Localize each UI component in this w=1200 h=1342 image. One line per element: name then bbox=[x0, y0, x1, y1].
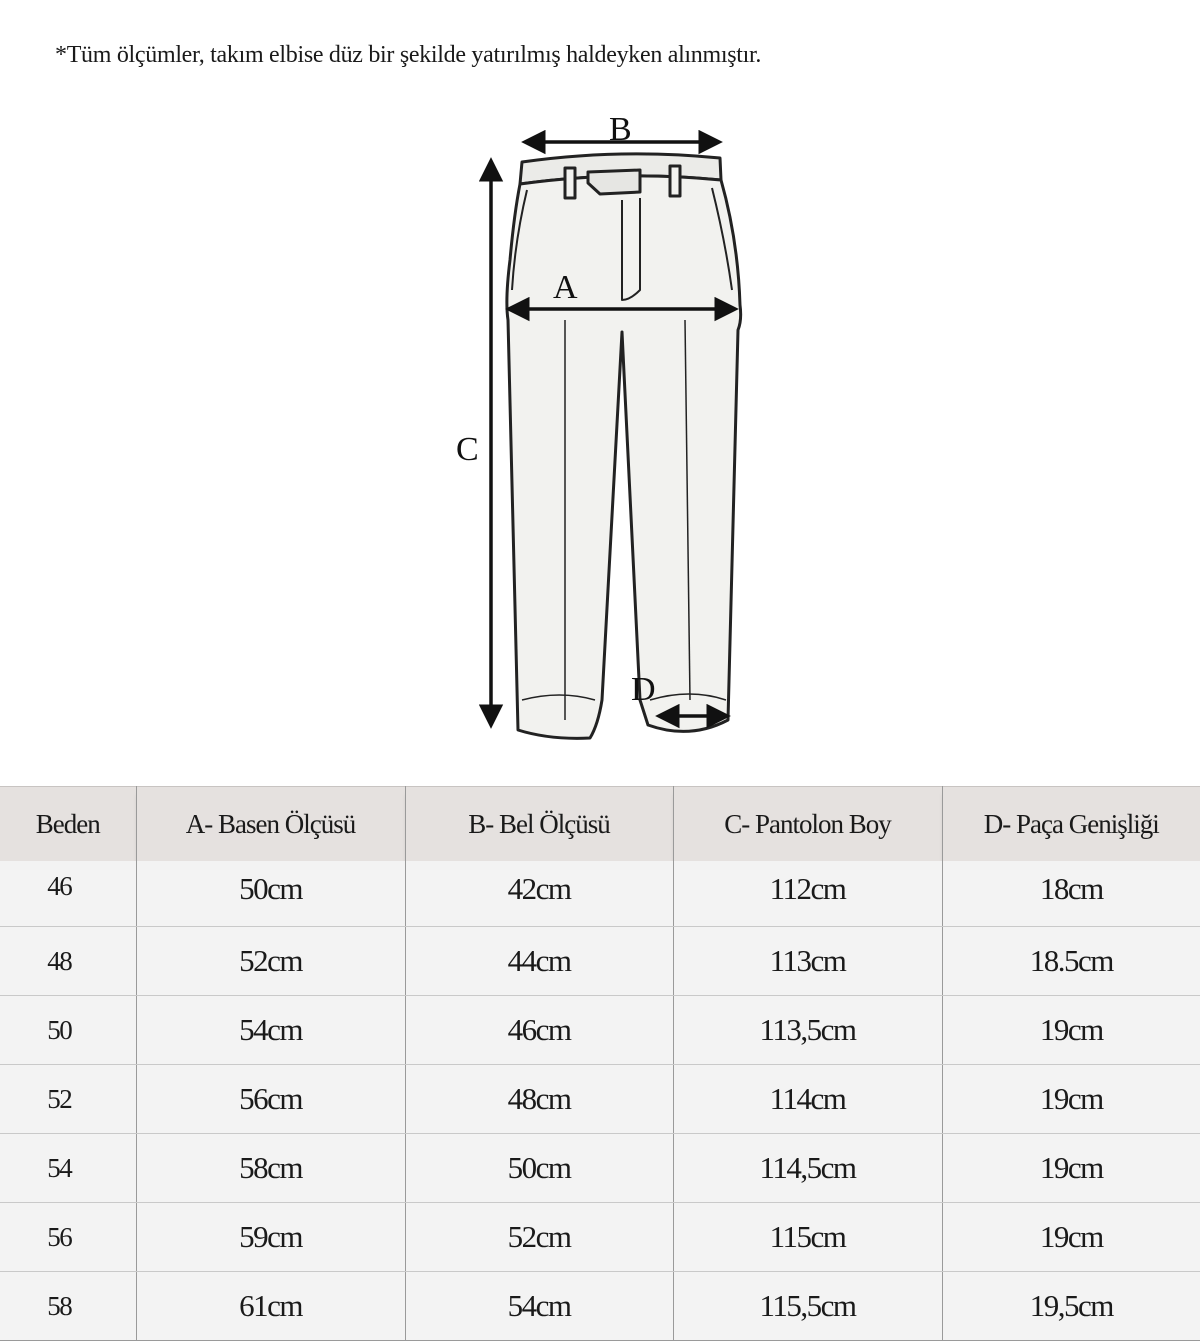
label-c: C bbox=[456, 431, 479, 468]
cell-length: 114cm bbox=[673, 1065, 942, 1134]
header-waist: B- Bel Ölçüsü bbox=[405, 787, 673, 862]
cell-hip: 50cm bbox=[136, 861, 405, 927]
table-row bbox=[0, 1134, 1200, 1203]
cell-hip: 54cm bbox=[136, 996, 405, 1065]
header-hip: A- Basen Ölçüsü bbox=[136, 787, 405, 862]
cell-hip: 61cm bbox=[136, 1272, 405, 1341]
header-length: C- Pantolon Boy bbox=[673, 787, 942, 862]
table-row bbox=[0, 1272, 1200, 1341]
cell-size: 46 bbox=[0, 861, 136, 927]
cell-hem: 19cm bbox=[942, 1203, 1200, 1272]
cell-size: 48 bbox=[0, 927, 136, 996]
cell-size: 50 bbox=[0, 996, 136, 1065]
cell-hem: 19,5cm bbox=[942, 1272, 1200, 1341]
table-row bbox=[0, 1065, 1200, 1134]
cell-waist: 50cm bbox=[405, 1134, 673, 1203]
cell-hem: 19cm bbox=[942, 1065, 1200, 1134]
table-row bbox=[0, 1203, 1200, 1272]
cell-length: 115cm bbox=[673, 1203, 942, 1272]
measurement-note: *Tüm ölçümler, takım elbise düz bir şekilde yatırılmış haldeyken alınmıştır. bbox=[55, 42, 762, 68]
cell-size: 52 bbox=[0, 1065, 136, 1134]
cell-waist: 52cm bbox=[405, 1203, 673, 1272]
cell-waist: 48cm bbox=[405, 1065, 673, 1134]
table-row bbox=[0, 996, 1200, 1065]
cell-waist: 46cm bbox=[405, 996, 673, 1065]
table-row bbox=[0, 861, 1200, 927]
cell-waist: 42cm bbox=[405, 861, 673, 927]
cell-length: 115,5cm bbox=[673, 1272, 942, 1341]
label-a: A bbox=[553, 269, 578, 306]
cell-hem: 19cm bbox=[942, 996, 1200, 1065]
header-size: Beden bbox=[0, 787, 136, 862]
cell-waist: 44cm bbox=[405, 927, 673, 996]
cell-hip: 56cm bbox=[136, 1065, 405, 1134]
cell-size: 56 bbox=[0, 1203, 136, 1272]
label-b: B bbox=[609, 111, 632, 148]
cell-hem: 18cm bbox=[942, 861, 1200, 927]
cell-hip: 59cm bbox=[136, 1203, 405, 1272]
trousers-illustration bbox=[507, 154, 741, 739]
cell-size: 54 bbox=[0, 1134, 136, 1203]
table-header-row bbox=[0, 787, 1200, 862]
cell-length: 114,5cm bbox=[673, 1134, 942, 1203]
cell-hip: 52cm bbox=[136, 927, 405, 996]
cell-size: 58 bbox=[0, 1272, 136, 1341]
cell-length: 113cm bbox=[673, 927, 942, 996]
cell-waist: 54cm bbox=[405, 1272, 673, 1341]
header-hem: D- Paça Genişliği bbox=[942, 787, 1200, 862]
cell-hip: 58cm bbox=[136, 1134, 405, 1203]
cell-hem: 18.5cm bbox=[942, 927, 1200, 996]
cell-length: 112cm bbox=[673, 861, 942, 927]
cell-length: 113,5cm bbox=[673, 996, 942, 1065]
table-row bbox=[0, 927, 1200, 996]
label-d: D bbox=[631, 671, 656, 708]
cell-hem: 19cm bbox=[942, 1134, 1200, 1203]
size-table bbox=[0, 786, 1200, 1341]
